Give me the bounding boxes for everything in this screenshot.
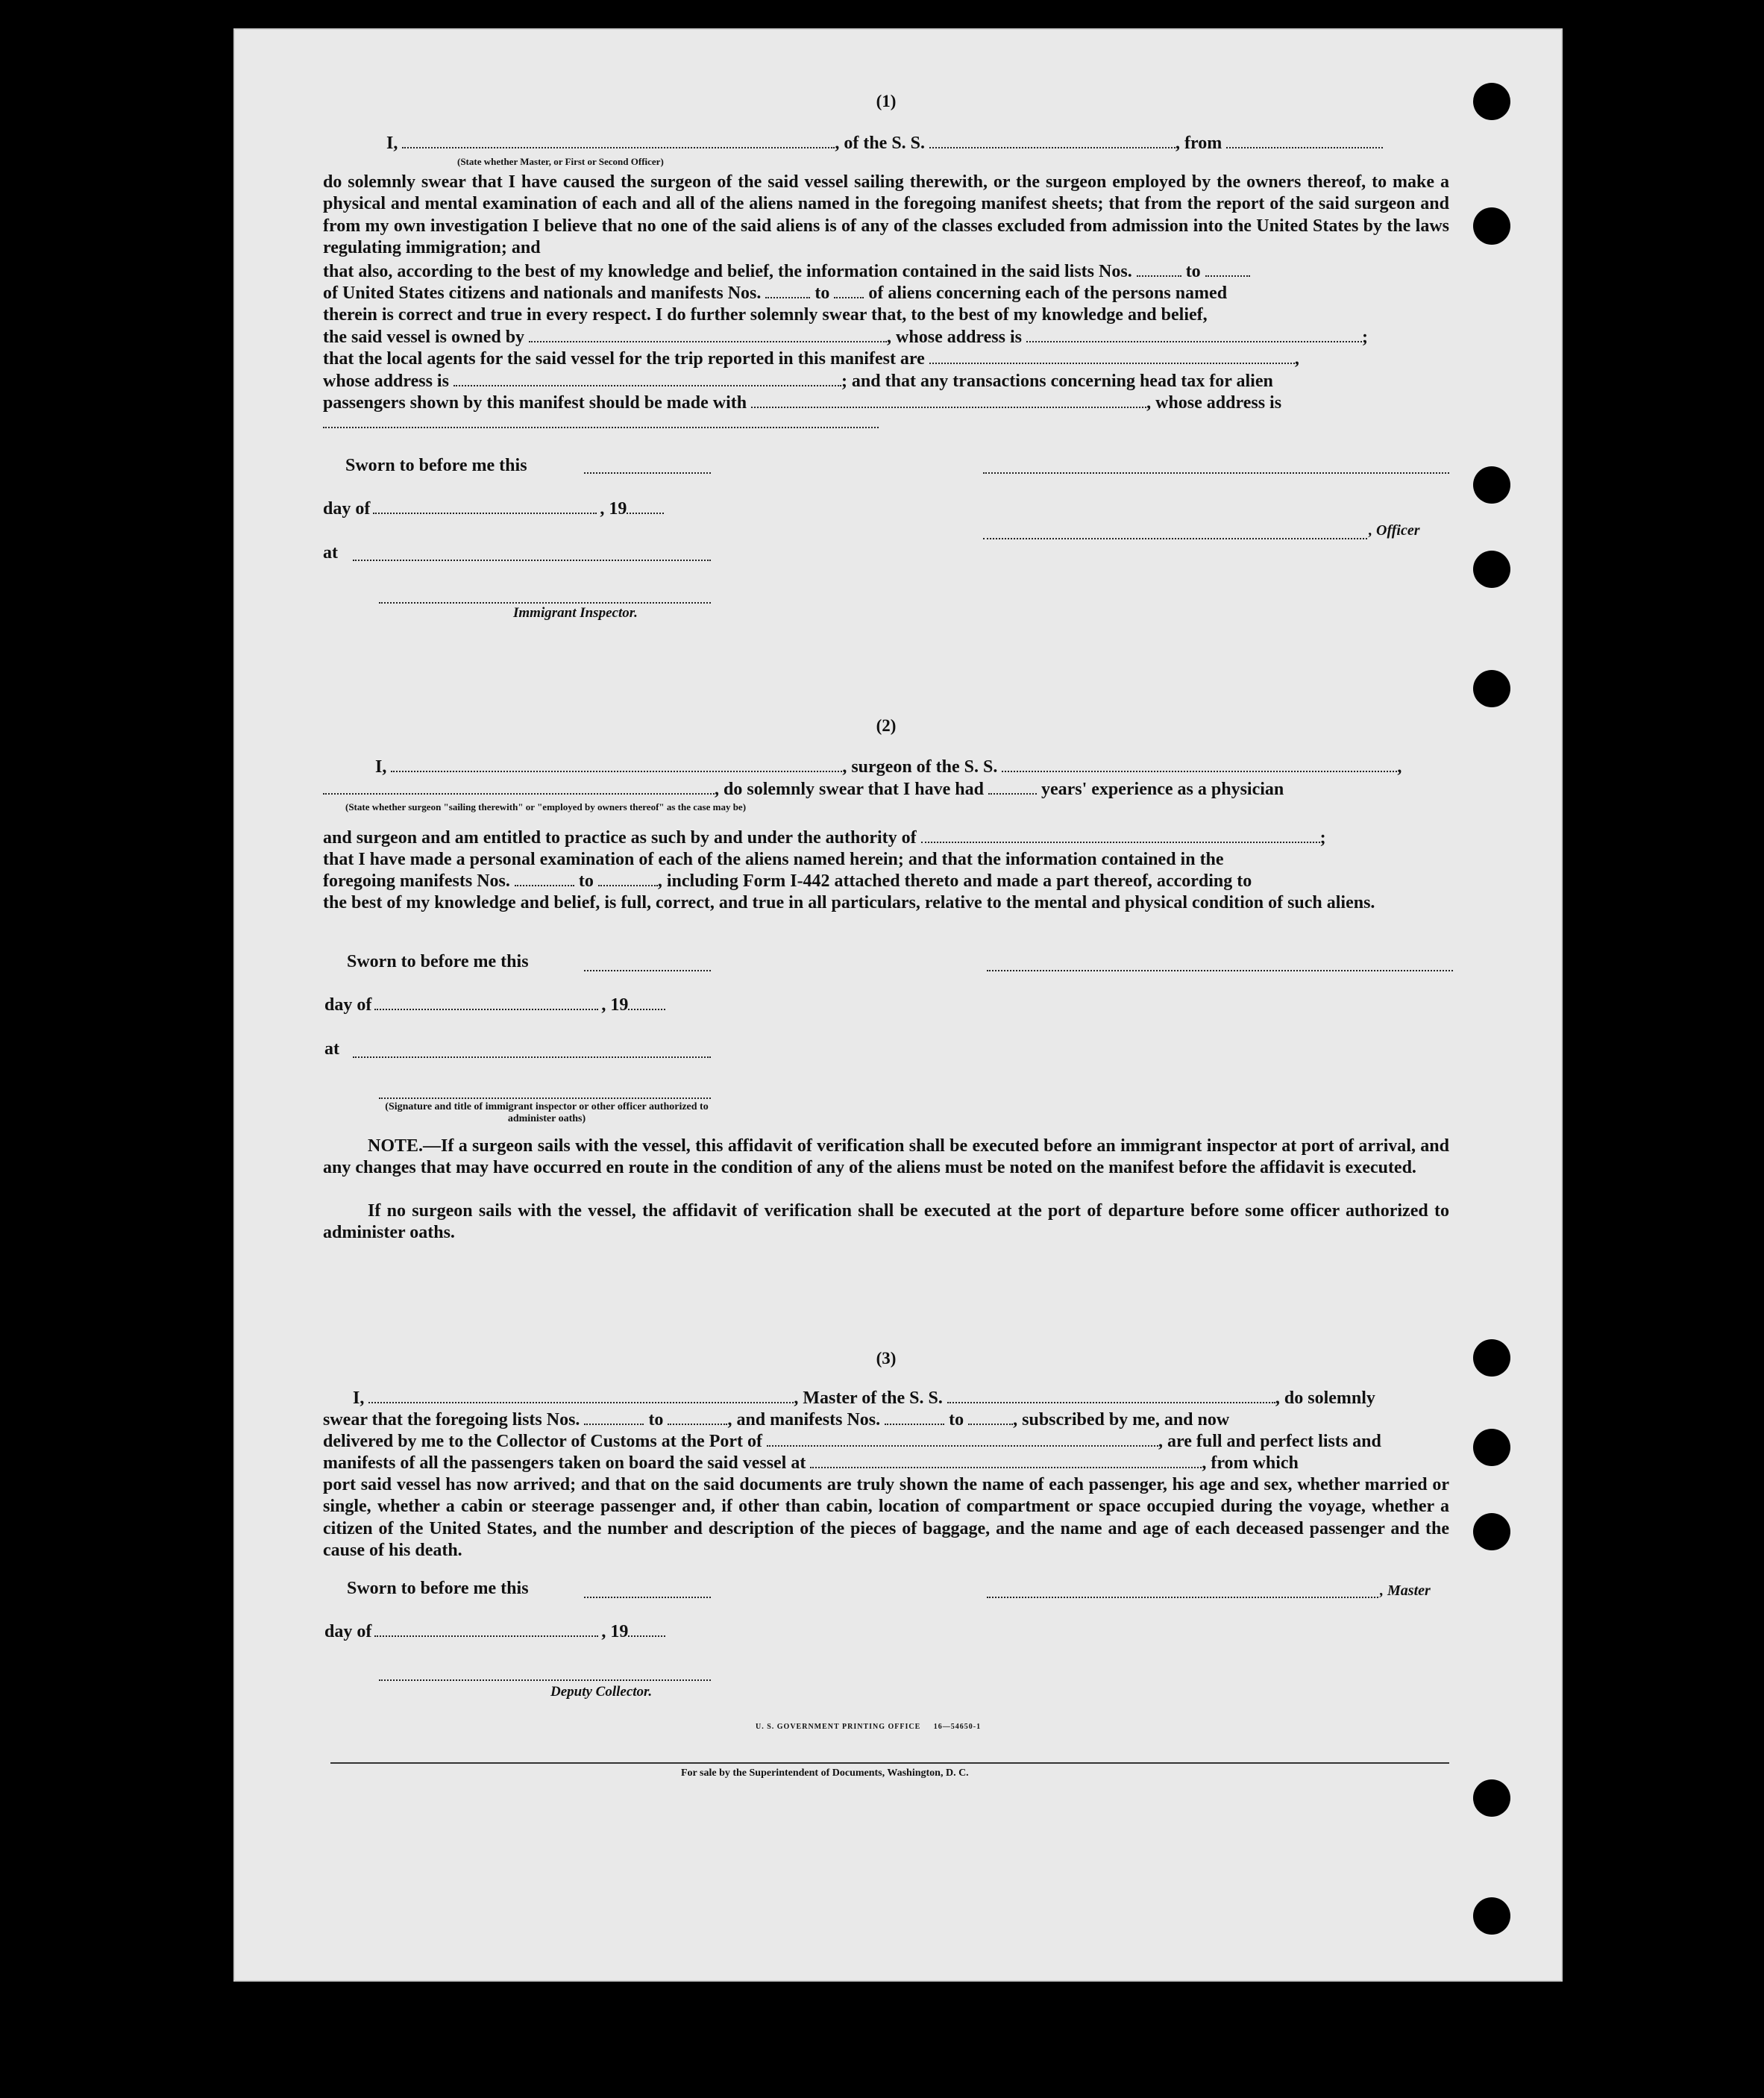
owner-field[interactable] <box>529 328 887 342</box>
label: of United States citizens and nationals and manifests Nos. <box>323 284 762 303</box>
year-field-2[interactable] <box>628 995 665 1010</box>
section-3-paragraph: port said vessel has now arrived; and that on the said documents are truly shown the name of each passenger, his age and sex, whether married or single, whether a cabin or steerage passenger and, if other than cabin, location of compartment or space occupied during the voyage, whether a citizen of the United States, and the number and description of the pieces of baggage, and the name and age of each deceased passenger and the cause of his death. <box>323 1475 1449 1560</box>
month-field-1[interactable] <box>373 499 597 514</box>
sworn-label-3: Sworn to before me this <box>347 1579 529 1598</box>
owner-address-field[interactable] <box>1026 328 1362 342</box>
boarding-port-field[interactable] <box>810 1453 1202 1468</box>
label: , from <box>1176 134 1222 153</box>
form-page <box>233 28 1563 1982</box>
note-text: —If a surgeon sails with the vessel, this affidavit of verification shall be executed before an immigrant inspector at port of arrival, and any changes that may have occurred en route in the condition of any of the aliens must be noted on the manifest before the affidavit is executed. <box>323 1136 1449 1178</box>
agents-address-line <box>323 371 1449 392</box>
section-1-manifests-line <box>323 283 1449 304</box>
section-3-number: (3) <box>876 1349 897 1368</box>
label: I, <box>375 757 387 777</box>
local-agents-field[interactable] <box>929 349 1295 364</box>
section-2-number: (2) <box>876 716 897 735</box>
authority-field[interactable] <box>921 828 1320 843</box>
at-label-2: at <box>324 1039 339 1059</box>
label: I, <box>386 134 398 153</box>
head-tax-agent-field[interactable] <box>751 393 1146 408</box>
printer-imprint: U. S. GOVERNMENT PRINTING OFFICE 16—54650-1 <box>756 1723 982 1731</box>
label: and surgeon and am entitled to practice as such by and under the authority of <box>323 828 917 848</box>
label: to <box>1185 262 1201 281</box>
label: foregoing manifests Nos. <box>323 871 510 891</box>
signature-note: (Signature and title of immigrant inspector or other officer authorized to administer oaths) <box>385 1101 709 1124</box>
label: , Master of the S. S. <box>794 1388 943 1408</box>
label: , whose address is <box>1146 393 1282 413</box>
master-name-field[interactable] <box>402 134 835 148</box>
year-field-1[interactable] <box>627 499 664 514</box>
label: , subscribed by me, and now <box>1013 1410 1230 1430</box>
month-field-3[interactable] <box>374 1622 598 1637</box>
label: manifests of all the passengers taken on board the said vessel at <box>323 1453 806 1473</box>
at-field-2[interactable] <box>353 1056 711 1058</box>
lists-to-field[interactable] <box>1205 262 1250 277</box>
section-3-line-1 <box>353 1388 1449 1409</box>
section-3-manifests-to-field[interactable] <box>968 1410 1013 1425</box>
vessel-name-field[interactable] <box>929 134 1176 148</box>
binder-hole <box>1473 1429 1510 1466</box>
at-label-1: at <box>323 543 338 563</box>
label: , do solemnly <box>1275 1388 1375 1408</box>
binder-hole <box>1473 1897 1510 1935</box>
owned-by-line: the said vessel is owned by , whose address is ; <box>323 328 1368 347</box>
note-label: NOTE. <box>368 1136 424 1156</box>
binder-hole <box>1473 551 1510 588</box>
section-2-paragraph: that I have made a personal examination of each of the aliens named herein; and that the information contained in the <box>323 850 1224 869</box>
head-tax-line <box>323 392 1449 414</box>
sworn-label-1: Sworn to before me this <box>345 456 527 475</box>
label: , surgeon of the S. S. <box>842 757 998 777</box>
binder-hole <box>1473 670 1510 707</box>
collector-line <box>323 1431 1449 1453</box>
label: whose address is <box>323 372 449 391</box>
surgeon-note-paragraph <box>323 1136 1449 1180</box>
departure-port-field[interactable] <box>1226 134 1383 148</box>
footer-text: For sale by the Superintendent of Documents, Washington, D. C. <box>681 1767 969 1779</box>
label: of aliens concerning each of the persons named <box>868 284 1228 303</box>
sworn-day-field-3[interactable] <box>584 1597 711 1598</box>
label: , from which <box>1202 1453 1299 1473</box>
section-3-lists-to-field[interactable] <box>668 1410 727 1425</box>
section-2-manifests-to-field[interactable] <box>598 871 658 886</box>
surgeon-status-field[interactable] <box>323 780 715 795</box>
binder-hole <box>1473 466 1510 504</box>
label: delivered by me to the Collector of Customs at the Port of <box>323 1432 762 1451</box>
binder-hole <box>1473 1779 1510 1817</box>
departure-note-paragraph: If no surgeon sails with the vessel, the affidavit of verification shall be executed at the port of departure before some officer authorized to administer oaths. <box>323 1201 1449 1243</box>
port-field[interactable] <box>767 1432 1158 1447</box>
month-field-2[interactable] <box>374 995 598 1010</box>
sworn-day-field-2[interactable] <box>584 970 711 971</box>
section-1-number: (1) <box>876 92 897 110</box>
section-1-paragraph: do solemnly swear that I have caused the surgeon of the said vessel sailing therewith, or the surgeon employed by the owners thereof, to make a physical and mental examination of each and all of the aliens named in the foregoing manifest sheets; that from the report of the said surgeon and from my own investigation I believe that no one of the said aliens is of any of the classes excluded from admission into the United States by the laws regulating immigration; and <box>323 172 1449 257</box>
day-of-label-1 <box>323 499 664 519</box>
label: day of <box>323 499 371 519</box>
label: to <box>814 284 830 303</box>
deputy-collector-signature-field[interactable] <box>379 1679 711 1681</box>
master-name-field-3[interactable] <box>368 1388 794 1403</box>
section-3-lists-from-field[interactable] <box>584 1410 644 1425</box>
surgeon-name-field[interactable] <box>391 757 842 772</box>
section-1-line-1 <box>386 133 1446 154</box>
label: to <box>949 1410 964 1430</box>
officer-label: , Officer <box>1369 522 1420 539</box>
manifests-to-field[interactable] <box>834 284 864 298</box>
label: , 19 <box>601 995 629 1015</box>
label: I, <box>353 1388 365 1408</box>
inspector-signature-field-2[interactable] <box>379 1097 711 1099</box>
label: passengers shown by this manifest should be made with <box>323 393 747 413</box>
surgeon-signature-field[interactable] <box>987 970 1453 971</box>
years-field[interactable] <box>988 780 1037 795</box>
label: swear that the foregoing lists Nos. <box>323 1410 580 1430</box>
label: , do solemnly swear that I have had <box>715 780 984 799</box>
label: that the local agents for the said vessel for the trip reported in this manifest are <box>323 349 925 369</box>
section-1-line-c: therein is correct and true in every respect. I do further solemnly swear that, to the best of my knowledge and belief, <box>323 305 1208 325</box>
label: years' experience as a physician <box>1040 780 1284 799</box>
section-3-manifests-from-field[interactable] <box>885 1410 944 1425</box>
sworn-label-2: Sworn to before me this <box>347 952 529 971</box>
year-field-3[interactable] <box>628 1622 665 1637</box>
label: to <box>648 1410 664 1430</box>
footer-rule <box>330 1762 1449 1764</box>
officer-title-field[interactable] <box>983 538 1367 539</box>
label: the said vessel is owned by <box>323 328 525 347</box>
label: , including Form I-442 attached thereto and made a part thereof, according to <box>657 871 1252 891</box>
head-tax-address-field[interactable] <box>323 427 879 428</box>
label: , 19 <box>600 499 627 519</box>
lists-from-field[interactable] <box>1137 262 1181 277</box>
master-signature-field[interactable] <box>987 1597 1378 1598</box>
section-1-lists-line <box>323 261 1449 283</box>
section-2-manifests-from-field[interactable] <box>515 871 574 886</box>
officer-signature-field[interactable] <box>983 472 1449 474</box>
manifests-from-field[interactable] <box>765 284 810 298</box>
label: , 19 <box>601 1622 629 1641</box>
binder-hole <box>1473 83 1510 120</box>
binder-hole <box>1473 207 1510 245</box>
label: day of <box>324 1622 372 1641</box>
master-vessel-field[interactable] <box>947 1388 1275 1403</box>
boarding-port-line <box>323 1453 1449 1474</box>
deputy-collector-label: Deputy Collector. <box>550 1684 653 1700</box>
section-2-line-2 <box>323 779 1449 801</box>
label: to <box>578 871 594 891</box>
label: day of <box>324 995 372 1015</box>
label: , are full and perfect lists and <box>1158 1432 1381 1451</box>
authority-line: and surgeon and am entitled to practice as such by and under the authority of ; <box>323 828 1326 848</box>
agents-address-field[interactable] <box>453 372 841 386</box>
sworn-day-field-1[interactable] <box>584 472 711 474</box>
section-2-manifests-line <box>323 871 1449 892</box>
surgeon-note: (State whether surgeon "sailing therewith" or "employed by owners thereof" as the case may be) <box>345 801 747 812</box>
master-note: (State whether Master, or First or Second Officer) <box>457 156 664 167</box>
binder-hole <box>1473 1339 1510 1377</box>
immigrant-inspector-label: Immigrant Inspector. <box>513 605 638 621</box>
label: ; and that any transactions concerning head tax for alien <box>841 372 1273 391</box>
surgeon-vessel-field[interactable] <box>1002 757 1397 772</box>
label: that also, according to the best of my knowledge and belief, the information contained in the said lists Nos. <box>323 262 1132 281</box>
day-of-label-2 <box>324 995 665 1015</box>
section-2-line-1: I, , surgeon of the S. S. , <box>375 757 1402 777</box>
section-3-lists-line <box>323 1409 1449 1431</box>
at-field-1[interactable] <box>353 560 711 561</box>
label: , of the S. S. <box>835 134 926 153</box>
master-label: , Master <box>1380 1582 1431 1599</box>
label: , and manifests Nos. <box>727 1410 881 1430</box>
local-agents-line: that the local agents for the said vessel for the trip reported in this manifest are , <box>323 349 1299 369</box>
binder-hole <box>1473 1513 1510 1550</box>
label: , whose address is <box>887 328 1022 347</box>
inspector-signature-field[interactable] <box>379 602 711 604</box>
section-2-paragraph-end: the best of my knowledge and belief, is full, correct, and true in all particulars, relative to the mental and physical condition of such aliens. <box>323 893 1375 912</box>
day-of-label-3 <box>324 1622 665 1642</box>
